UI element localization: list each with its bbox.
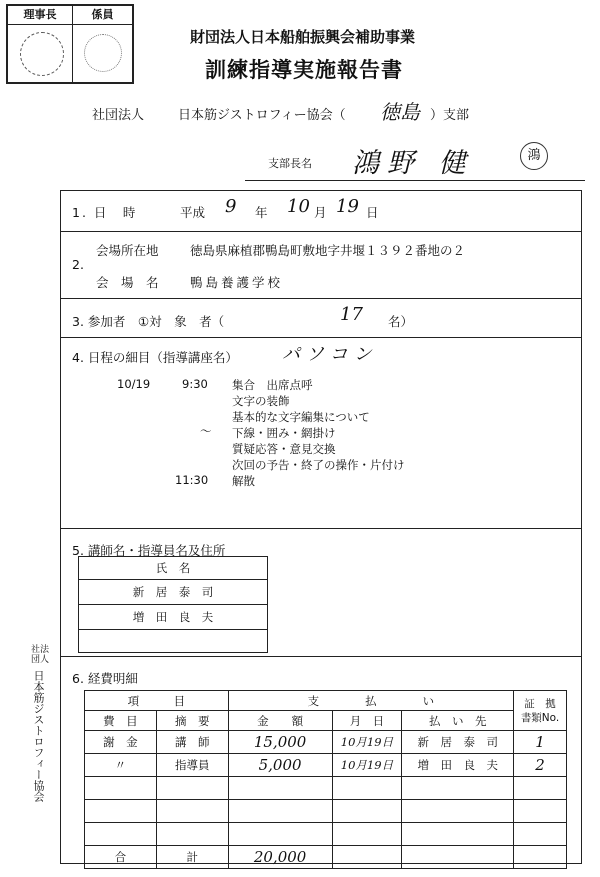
payee-header: 払 い 先 — [402, 711, 514, 731]
expense-row — [85, 823, 567, 846]
total-label-2: 計 — [156, 846, 228, 869]
total-row — [85, 846, 567, 869]
month-value: 10 — [287, 196, 310, 217]
instructor-name — [79, 630, 268, 653]
expense-header: 費 目 — [85, 711, 157, 731]
side-stamp-text: 日本筋ジストロフィー協会 — [32, 670, 45, 802]
venue-label: 会 場 名 — [96, 275, 159, 290]
evidence-header — [514, 691, 567, 731]
expense-table — [84, 690, 567, 869]
section2-number: 2. — [72, 257, 84, 272]
chairman-seal — [20, 32, 64, 76]
schedule-item: 基本的な文字編集について — [232, 410, 370, 424]
schedule-item: 集合 出席点呼 — [232, 378, 313, 392]
summary-cell: 指導員 — [156, 754, 228, 777]
schedule-item: 文字の装飾 — [232, 394, 290, 408]
schedule-time: 〜 — [200, 424, 212, 438]
side-stamp-corp-line1: 社法 — [31, 645, 50, 655]
date-label: 1. 日 時 — [72, 205, 138, 220]
instructor-name-header: 氏 名 — [79, 557, 268, 580]
item-group-header: 項 目 — [85, 691, 229, 711]
expense-cell: 謝 金 — [85, 731, 157, 754]
year-value: 9 — [225, 196, 237, 217]
expense-row — [85, 731, 567, 754]
instructor-name: 増 田 良 夫 — [79, 605, 268, 630]
participant-count: 17 — [340, 304, 363, 325]
schedule-item: 次回の予告・終了の操作・片付け — [232, 458, 405, 472]
expense-row — [85, 777, 567, 800]
era: 平成 — [180, 205, 206, 220]
chairman-label: 理事長 — [8, 6, 72, 25]
month-unit: 月 — [314, 205, 327, 220]
total-label-1: 合 — [85, 846, 157, 869]
branch-handwritten: 徳島 — [380, 100, 420, 124]
expense-cell: 〃 — [85, 754, 157, 777]
expense-row — [85, 754, 567, 777]
branch-head-signature: 鴻野 健 — [352, 148, 474, 179]
branch-head-label: 支部長名 — [268, 157, 312, 170]
amount-header: 金 額 — [228, 711, 332, 731]
subsidy-line: 財団法人日本船舶振興会補助事業 — [190, 28, 416, 46]
summary-header: 摘 要 — [156, 711, 228, 731]
branch-head-seal: 鴻 — [520, 142, 548, 170]
payee-cell: 増 田 良 夫 — [402, 754, 514, 777]
date-cell: 10月19日 — [332, 731, 402, 754]
page-title: 訓練指導実施報告書 — [205, 58, 403, 82]
summary-cell: 講 師 — [156, 731, 228, 754]
schedule-label: 4. 日程の細目（指導講座名） — [72, 350, 238, 365]
participants-label: 3. 参加者 ①対 象 者（ — [72, 314, 225, 329]
schedule-time: 11:30 — [175, 473, 209, 487]
evidence-header-line1: 証 拠 — [524, 697, 556, 710]
org-prefix: 社団法人 — [92, 108, 145, 123]
day-value: 19 — [336, 196, 359, 217]
day-unit: 日 — [366, 205, 379, 220]
date-header: 月 日 — [332, 711, 402, 731]
payment-group-header: 支 払 い — [228, 691, 513, 711]
course-name: パソコン — [282, 344, 378, 365]
schedule-item: 質疑応答・意見交換 — [232, 442, 336, 456]
side-stamp-corp — [31, 645, 49, 665]
venue-value: 鴨島養護学校 — [190, 275, 284, 290]
org-name: 日本筋ジストロフィー協会（ — [178, 108, 346, 123]
side-stamp-corp-line2: 団人 — [31, 655, 50, 665]
staff-label: 係員 — [73, 6, 132, 25]
instructor-name: 新 居 泰 司 — [79, 580, 268, 605]
evidence-header-line2: 書類No. — [520, 711, 560, 724]
payee-cell: 新 居 泰 司 — [402, 731, 514, 754]
schedule-item: 下線・囲み・網掛け — [232, 426, 336, 440]
staff-seal — [84, 34, 122, 72]
participant-unit: 名） — [388, 314, 414, 329]
total-amount: 20,000 — [228, 846, 332, 869]
branch-suffix: ）支部 — [430, 108, 470, 123]
instructors-label: 5. 講師名・指導員名及住所 — [72, 543, 226, 558]
schedule-time: 9:30 — [182, 377, 208, 391]
evidence-cell: 2 — [514, 754, 567, 777]
approval-stamp-box — [6, 4, 134, 84]
schedule-item: 解散 — [232, 474, 255, 488]
year-unit: 年 — [255, 205, 268, 220]
instructor-table — [78, 556, 268, 653]
amount-cell: 5,000 — [228, 754, 332, 777]
expenses-label: 6. 経費明細 — [72, 671, 138, 686]
schedule-date: 10/19 — [117, 377, 151, 391]
address-label: 会場所在地 — [96, 243, 159, 258]
address-value: 徳島県麻植郡鴨島町敷地字井堰１３９２番地の２ — [190, 243, 466, 258]
date-cell: 10月19日 — [332, 754, 402, 777]
amount-cell: 15,000 — [228, 731, 332, 754]
evidence-cell: 1 — [514, 731, 567, 754]
expense-row — [85, 800, 567, 823]
